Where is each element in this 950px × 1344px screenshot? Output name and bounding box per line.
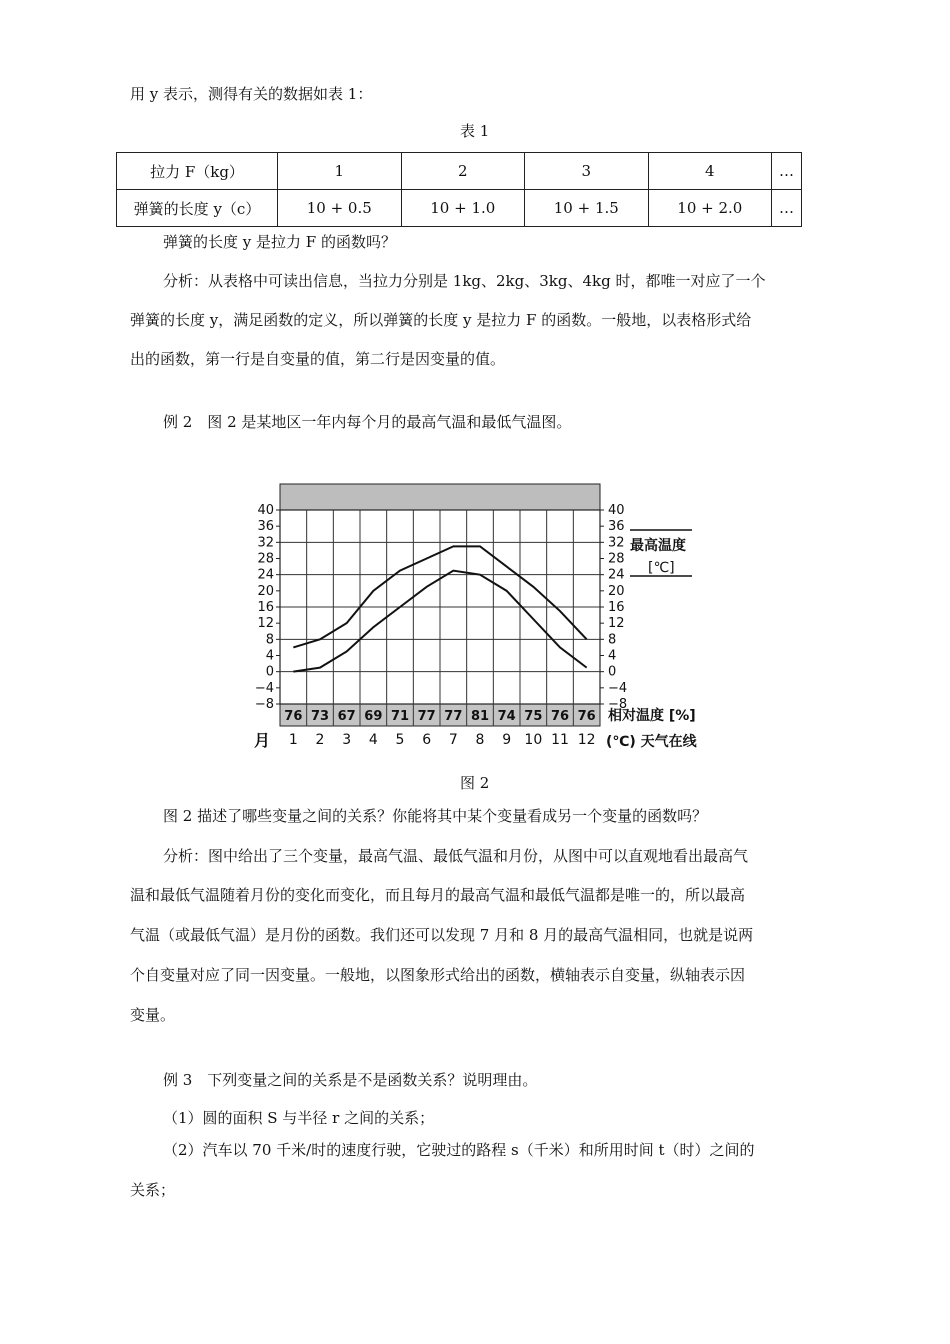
humidity-value: 75 (524, 709, 543, 724)
table-cell: 4 (648, 153, 772, 190)
table-cell: … (772, 153, 802, 190)
humidity-value: 74 (497, 709, 516, 724)
analysis-2-line: 分析：图中给出了三个变量，最高气温、最低气温和月份，从图中可以直观地看出最高气 (163, 847, 749, 865)
y-tick-label-left: 12 (257, 616, 274, 632)
y-tick-label-left: 36 (257, 519, 274, 535)
y-tick-label-right: 12 (608, 616, 625, 632)
table-cell: 1 (278, 153, 402, 190)
month-label: 10 (524, 732, 543, 748)
y-tick-label-left: 24 (257, 567, 274, 583)
y-tick-label-left: 8 (265, 632, 274, 648)
table1-caption: 表 1 (460, 122, 490, 140)
table-header-cell: 弹簧的长度 y（c） (117, 190, 278, 227)
month-label: 5 (395, 732, 405, 748)
list-item: 关系； (130, 1181, 176, 1199)
table-cell: 10 + 0.5 (278, 190, 402, 227)
table-cell: 2 (401, 153, 525, 190)
y-tick-label-left: 40 (257, 503, 274, 518)
y-tick-label-left: 28 (257, 551, 274, 567)
humidity-value: 67 (337, 709, 356, 724)
table-cell: 3 (525, 153, 649, 190)
y-tick-label-left: 0 (265, 664, 274, 680)
question-2: 图 2 描述了哪些变量之间的关系？你能将其中某个变量看成另一个变量的函数吗？ (163, 807, 708, 825)
humidity-value: 73 (310, 709, 330, 724)
y-tick-label-right: 8 (608, 632, 617, 648)
humidity-value: 77 (444, 709, 463, 724)
top-band (280, 484, 600, 510)
analysis-2-line: 温和最低气温随着月份的变化而变化，而且每月的最高气温和最低气温都是唯一的，所以最高 (130, 886, 746, 904)
analysis-2-line: 变量。 (130, 1006, 176, 1024)
y-tick-label-right: 16 (608, 600, 625, 615)
table-cell: 10 + 1.0 (401, 190, 525, 227)
month-label: 7 (448, 732, 458, 748)
y-tick-label-left: 4 (265, 648, 274, 664)
month-label: 8 (475, 732, 485, 748)
month-label: 6 (422, 732, 432, 748)
humidity-value: 76 (577, 709, 596, 724)
y-tick-label-right: 24 (608, 567, 625, 583)
table-cell: 10 + 2.0 (648, 190, 772, 227)
month-label: 12 (577, 732, 596, 748)
y-tick-label-right: 36 (608, 519, 625, 535)
list-item: （1）圆的面积 S 与半径 r 之间的关系； (163, 1109, 435, 1127)
humidity-label: 相对温度 [%] (608, 708, 696, 724)
analysis-1-line: 出的函数，第一行是自变量的值，第二行是因变量的值。 (130, 350, 506, 368)
analysis-2-line: 个自变量对应了同一因变量。一般地，以图象形式给出的函数，横轴表示自变量，纵轴表示因 (130, 966, 746, 984)
month-label: 11 (551, 732, 569, 748)
intro-line: 用 y 表示，测得有关的数据如表 1： (130, 85, 373, 103)
analysis-1-line: 弹簧的长度 y，满足函数的定义，所以弹簧的长度 y 是拉力 F 的函数。一般地，以表格形式给 (130, 311, 752, 329)
list-item: （2）汽车以 70 千米/时的速度行驶，它驶过的路程 s（千米）和所用时间 t（时）之间的 (163, 1141, 755, 1159)
legend-title: 最高温度 (630, 538, 686, 554)
analysis-1-line: 分析：从表格中可读出信息，当拉力分别是 1kg、2kg、3kg、4kg 时，都唯一对应了一个 (163, 272, 766, 290)
y-tick-label-left: 20 (257, 583, 274, 599)
humidity-value: 76 (550, 709, 570, 724)
month-label: 3 (342, 732, 352, 748)
humidity-value: 77 (417, 709, 436, 724)
y-tick-label-right: 0 (608, 664, 617, 680)
data-table (116, 152, 802, 227)
y-tick-label-left: 32 (257, 535, 274, 551)
y-tick-label-right: −4 (608, 680, 628, 696)
y-tick-label-left: −4 (254, 680, 274, 696)
y-tick-label-right: −8 (608, 697, 628, 712)
table-header-cell: 拉力 F（kg） (117, 153, 278, 190)
analysis-2-line: 气温（或最低气温）是月份的函数。我们还可以发现 7 月和 8 月的最高气温相同，也就是说两 (130, 926, 754, 944)
figure-caption: 图 2 (460, 774, 490, 792)
y-tick-label-right: 4 (608, 648, 617, 664)
month-label: 1 (288, 732, 298, 748)
y-tick-label-right: 32 (608, 535, 625, 551)
y-tick-label-left: 16 (257, 600, 274, 615)
y-tick-label-right: 40 (608, 503, 625, 518)
temperature-chart (240, 466, 710, 766)
humidity-value: 81 (470, 709, 490, 724)
source-label: (℃) 天气在线 (606, 734, 697, 750)
question-1: 弹簧的长度 y 是拉力 F 的函数吗？ (163, 233, 396, 251)
month-label: 4 (368, 732, 378, 748)
table-row (117, 190, 802, 227)
table-cell: … (772, 190, 802, 227)
legend-unit: [℃] (648, 560, 675, 576)
y-tick-label-right: 28 (608, 551, 625, 567)
y-tick-label-right: 20 (608, 583, 625, 599)
humidity-value: 71 (390, 709, 410, 724)
x-axis-label: 月 (253, 731, 270, 750)
y-tick-label-left: −8 (254, 697, 274, 712)
humidity-value: 76 (284, 709, 303, 724)
month-label: 9 (502, 732, 512, 748)
table-row (117, 153, 802, 190)
humidity-value: 69 (364, 709, 383, 724)
example-3: 例 3 下列变量之间的关系是不是函数关系？说明理由。 (163, 1071, 538, 1089)
table-cell: 10 + 1.5 (525, 190, 649, 227)
month-label: 2 (315, 732, 325, 748)
example-2: 例 2 图 2 是某地区一年内每个月的最高气温和最低气温图。 (163, 413, 572, 431)
